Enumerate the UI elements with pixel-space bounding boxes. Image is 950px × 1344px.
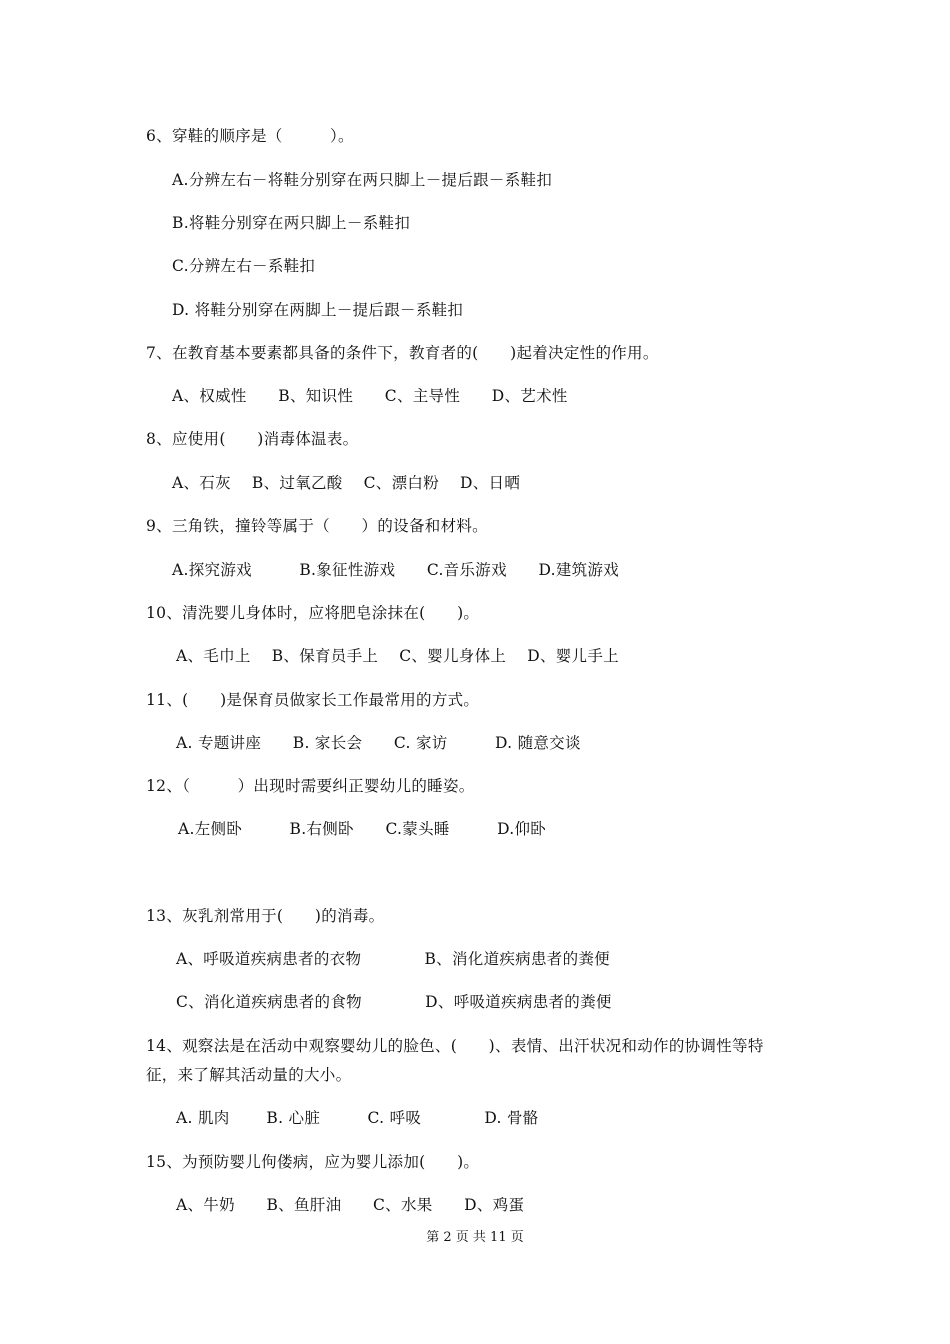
question-13-option-ab: A、呼吸道疾病患者的衣物 B、消化道疾病患者的粪便 — [176, 950, 610, 968]
question-8-options: A、石灰 B、过氧乙酸 C、漂白粉 D、日晒 — [172, 474, 521, 492]
question-6-option-a: A.分辨左右－将鞋分别穿在两只脚上－提后跟－系鞋扣 — [172, 171, 553, 189]
question-9-stem: 9、三角铁，撞铃等属于（ ）的设备和材料。 — [146, 517, 488, 535]
question-10-options: A、毛巾上 B、保育员手上 C、婴儿身体上 D、婴儿手上 — [176, 647, 619, 665]
question-9-options: A.探究游戏 B.象征性游戏 C.音乐游戏 D.建筑游戏 — [172, 561, 620, 579]
question-13-stem: 13、灰乳剂常用于( )的消毒。 — [146, 907, 385, 925]
question-14-options: A. 肌肉 B. 心脏 C. 呼吸 D. 骨骼 — [176, 1109, 539, 1127]
question-8-stem: 8、应使用( )消毒体温表。 — [146, 430, 359, 448]
question-13-option-cd: C、消化道疾病患者的食物 D、呼吸道疾病患者的粪便 — [176, 993, 612, 1011]
page-footer: 第 2 页 共 11 页 — [426, 1230, 524, 1245]
question-15-options: A、牛奶 B、鱼肝油 C、水果 D、鸡蛋 — [176, 1196, 525, 1214]
question-6-option-b: B.将鞋分别穿在两只脚上－系鞋扣 — [172, 214, 411, 232]
question-7-options: A、权威性 B、知识性 C、主导性 D、艺术性 — [172, 387, 568, 405]
question-6-stem: 6、穿鞋的顺序是（ ）。 — [146, 127, 354, 145]
question-6-option-d: D. 将鞋分别穿在两脚上－提后跟－系鞋扣 — [172, 301, 464, 319]
question-12-stem: 12、（ ）出现时需要纠正婴幼儿的睡姿。 — [146, 777, 475, 795]
question-7-stem: 7、在教育基本要素都具备的条件下，教育者的( )起着决定性的作用。 — [146, 344, 659, 362]
question-14-stem-line-2: 征，来了解其活动量的大小。 — [146, 1066, 352, 1084]
question-6-option-c: C.分辨左右－系鞋扣 — [172, 257, 316, 275]
question-10-stem: 10、清洗婴儿身体时，应将肥皂涂抹在( )。 — [146, 604, 480, 622]
question-11-options: A. 专题讲座 B. 家长会 C. 家访 D. 随意交谈 — [176, 734, 581, 752]
question-11-stem: 11、( )是保育员做家长工作最常用的方式。 — [146, 691, 480, 709]
question-12-options: A.左侧卧 B.右侧卧 C.蒙头睡 D.仰卧 — [178, 820, 547, 838]
question-15-stem: 15、为预防婴儿佝偻病，应为婴儿添加( )。 — [146, 1153, 480, 1171]
question-14-stem-line-1: 14、观察法是在活动中观察婴幼儿的脸色、( )、表情、出汗状况和动作的协调性等特 — [146, 1037, 764, 1055]
